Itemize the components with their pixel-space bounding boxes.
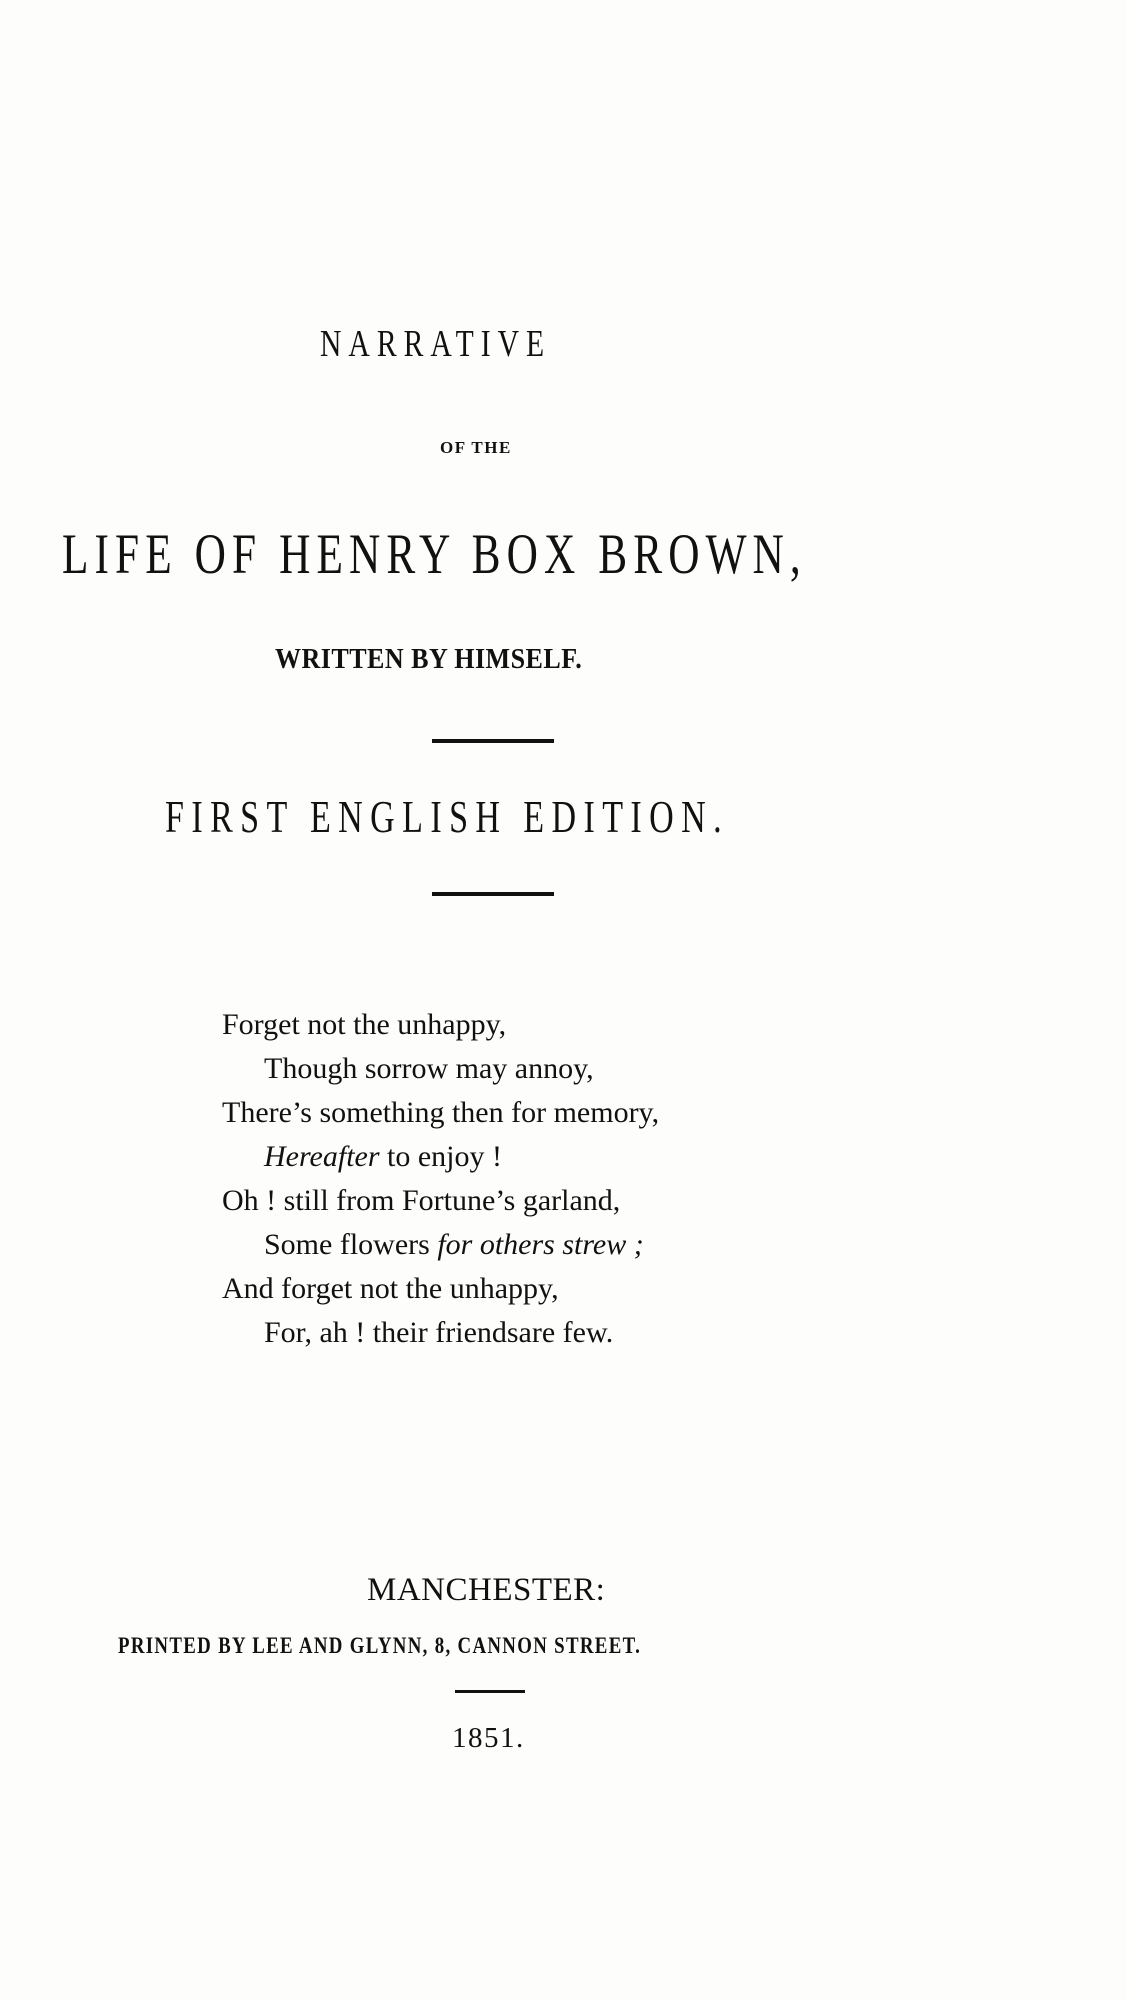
poem-line-start: Some flowers (264, 1228, 438, 1261)
imprint-city: MANCHESTER: (367, 1572, 606, 1608)
divider-rule (432, 739, 554, 743)
poem-line (222, 1135, 782, 1179)
edition-statement: FIRST ENGLISH EDITION. (165, 791, 730, 842)
imprint-printer: PRINTED BY LEE AND GLYNN, 8, CANNON STREET. (118, 1633, 642, 1658)
of-the-connector: OF THE (440, 438, 512, 457)
divider-rule (432, 892, 554, 896)
poem-line: Though sorrow may annoy, (264, 1052, 594, 1085)
poem-line: Oh ! still from Fortune’s garland, (222, 1184, 621, 1217)
poem-italic-word: Hereafter (264, 1140, 380, 1173)
poem-line: Forget not the unhappy, (222, 1008, 507, 1041)
poem-line: For, ah ! their friendsare few. (264, 1316, 614, 1349)
book-title: LIFE OF HENRY BOX BROWN, (62, 523, 807, 586)
divider-rule (455, 1690, 525, 1693)
narrative-heading: NARRATIVE (320, 323, 552, 365)
poem-line-rest: to enjoy ! (379, 1140, 503, 1173)
poem-italic-phrase: for others strew ; (437, 1228, 644, 1261)
poem-line: There’s something then for memory, (222, 1096, 660, 1129)
byline: WRITTEN BY HIMSELF. (275, 644, 583, 675)
epigraph-poem (222, 1003, 782, 1355)
imprint-year: 1851. (452, 1722, 525, 1754)
poem-line: And forget not the unhappy, (222, 1272, 559, 1305)
poem-line (222, 1223, 782, 1267)
